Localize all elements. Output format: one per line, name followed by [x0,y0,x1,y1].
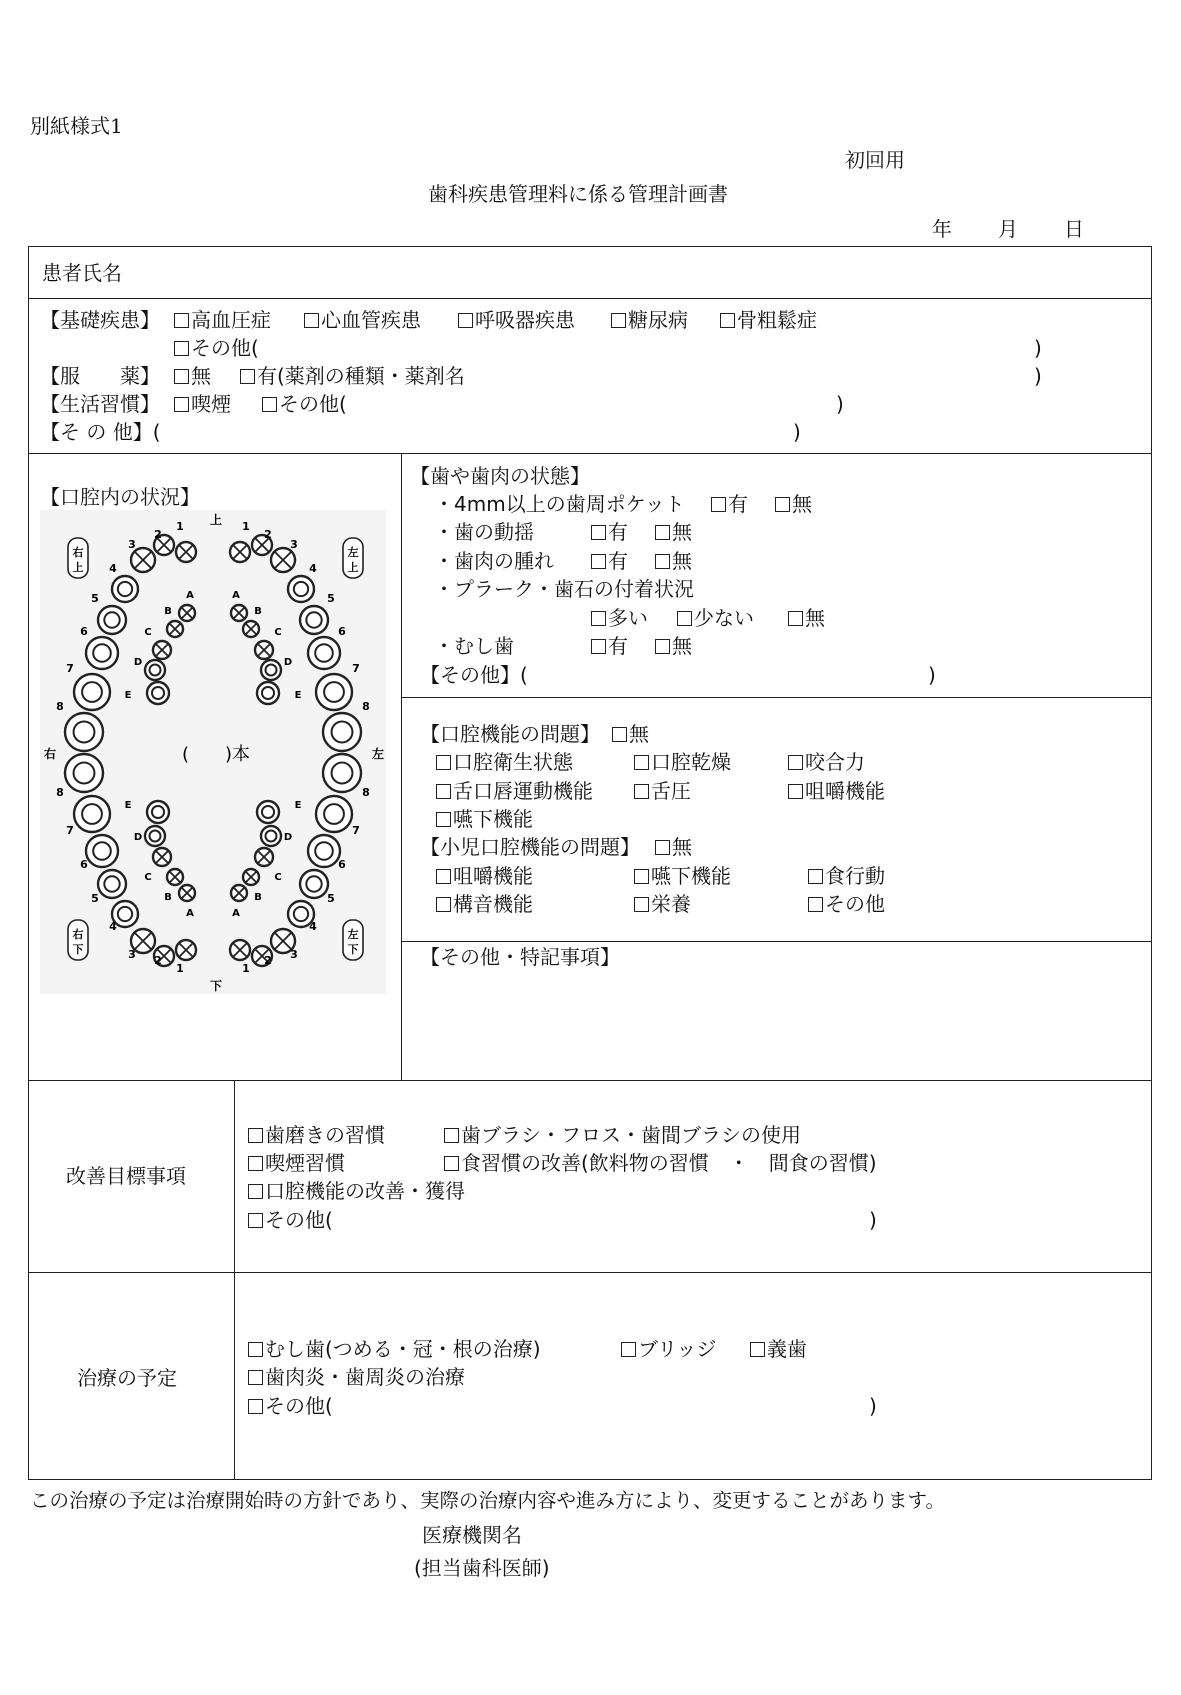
checkbox-brushing-habit[interactable]: 歯磨きの習慣 [248,1125,385,1145]
tooth-lower-left-6 [308,835,340,867]
quadrant-lower-left-bottom: 下 [347,943,359,956]
pocket-label: ・4mm以上の歯周ポケット [434,492,685,516]
primary-lower-left-E [257,801,279,823]
checkbox-cleaning-tools[interactable]: 歯ブラシ・フロス・歯間ブラシの使用 [444,1125,801,1145]
primary-lower-left-D [261,826,281,846]
checkbox-swallowing[interactable]: 嚥下機能 [436,809,533,829]
tooth-lower-right-8 [65,754,103,792]
checkbox-osteoporosis[interactable]: 骨粗鬆症 [720,310,817,330]
primary-letter-ll-B: B [254,892,262,903]
checkbox-pocket-yes[interactable]: 有 [711,494,748,514]
tooth-lower-left-5 [300,870,328,898]
checkbox-mastication[interactable]: 咀嚼機能 [788,781,885,801]
tooth-number-ll-6: 6 [338,858,346,871]
primary-letter-ll-C: C [274,872,282,883]
tooth-number-ll-2: 2 [264,954,272,967]
label-left: 左 [371,747,385,761]
label-lower: 下 [209,979,223,993]
checkbox-diabetes[interactable]: 糖尿病 [611,310,688,330]
quadrant-upper-right-top: 右 [72,546,84,559]
tooth-number-ul-1: 1 [242,520,250,533]
tooth-number-ul-4: 4 [309,562,317,575]
tooth-number-lr-2: 2 [154,954,162,967]
paren-close: ) [869,1394,877,1418]
tooth-upper-left-6 [308,637,340,669]
tooth-upper-left-5 [300,606,328,634]
tooth-lower-left-7 [316,796,352,832]
primary-letter-ul-C: C [274,627,282,638]
checkbox-bite-force[interactable]: 咬合力 [788,752,865,772]
checkbox-child-nutrition[interactable]: 栄養 [634,894,691,914]
tooth-number-ul-6: 6 [338,625,346,638]
primary-upper-right-E [147,682,169,704]
checkbox-tongue-lip-motion[interactable]: 舌口唇運動機能 [436,781,593,801]
tooth-upper-left-4 [288,576,314,602]
child-function-heading: 【小児口腔機能の問題】 [420,835,640,859]
tooth-upper-left-8 [323,713,361,751]
checkbox-plaque-few[interactable]: 少ない [677,608,754,628]
oral-function-heading: 【口腔機能の問題】 [420,722,600,746]
mobility-label: ・歯の動揺 [434,520,534,544]
checkbox-caries-yes[interactable]: 有 [591,636,628,656]
treatment-label: 治療の予定 [77,1366,177,1390]
primary-letter-ur-B: B [164,606,172,617]
first-use-label: 初回用 [845,148,905,172]
checkbox-smoking[interactable]: 喫煙 [174,394,231,414]
checkbox-swelling-yes[interactable]: 有 [591,551,628,571]
checkbox-perio-treatment[interactable]: 歯肉炎・歯周炎の治療 [248,1367,465,1387]
dentist-label: (担当歯科医師) [414,1556,550,1580]
label-upper: 上 [209,513,223,527]
primary-letter-ul-D: D [283,657,293,668]
primary-letter-lr-B: B [164,892,172,903]
primary-letter-ur-A: A [186,590,194,601]
tooth-number-ur-3: 3 [128,538,136,551]
tooth-number-ll-1: 1 [242,962,250,975]
paren-close: ) [928,663,936,687]
checkbox-tongue-pressure[interactable]: 舌圧 [634,781,691,801]
checkbox-oral-hygiene[interactable]: 口腔衛生状態 [436,752,573,772]
checkbox-disease-other[interactable]: その他( [174,338,259,358]
notes-heading: 【その他・特記事項】 [420,945,620,969]
tooth-number-lr-8: 8 [56,786,64,799]
improvement-label: 改善目標事項 [66,1164,186,1188]
checkbox-child-none[interactable]: 無 [655,837,692,857]
date-day: 日 [1064,217,1084,241]
primary-letter-ll-E: E [294,800,302,811]
quadrant-lower-right-bottom: 下 [72,943,84,956]
checkbox-hypertension[interactable]: 高血圧症 [174,310,271,330]
medication-label: 【服 薬】 [40,364,160,388]
patient-name-label: 患者氏名 [42,261,122,285]
checkbox-bridge[interactable]: ブリッジ [621,1339,716,1359]
primary-letter-ur-E: E [124,690,132,701]
primary-letter-lr-D: D [133,832,143,843]
primary-letter-ll-A: A [232,908,240,919]
primary-letter-ul-E: E [294,690,302,701]
paren-close: ) [869,1208,877,1232]
tooth-number-lr-1: 1 [176,962,184,975]
caries-label: ・むし歯 [434,634,514,658]
tooth-lower-right-5 [98,870,126,898]
institution-label: 医療機関名 [422,1523,522,1547]
primary-letter-lr-E: E [124,800,132,811]
tooth-number-lr-6: 6 [80,858,88,871]
checkbox-cardiovascular[interactable]: 心血管疾患 [304,310,421,330]
checkbox-lifestyle-other[interactable]: その他( [262,394,347,414]
tooth-number-ur-8: 8 [56,700,64,713]
primary-upper-left-E [257,682,279,704]
quadrant-upper-left-top: 左 [347,546,359,559]
tooth-lower-left-8 [323,754,361,792]
oral-status-heading: 【口腔内の状況】 [40,485,200,509]
date-year: 年 [932,217,952,241]
tooth-number-lr-3: 3 [128,948,136,961]
tooth-number-ul-7: 7 [352,662,360,675]
primary-letter-ur-C: C [144,627,152,638]
lifestyle-label: 【生活習慣】 [40,392,160,416]
checkbox-child-mastication[interactable]: 咀嚼機能 [436,866,533,886]
date-month: 月 [998,217,1018,241]
tooth-number-ur-4: 4 [109,562,117,575]
checkbox-child-eating[interactable]: 食行動 [808,866,885,886]
tooth-number-ur-7: 7 [66,662,74,675]
tooth-number-ul-5: 5 [327,592,335,605]
primary-letter-ul-A: A [232,590,240,601]
quadrant-upper-right-bottom: 上 [72,561,84,574]
paren-close: ) [1034,336,1042,360]
tooth-upper-right-5 [98,606,126,634]
checkbox-oral-function-improve[interactable]: 口腔機能の改善・獲得 [248,1181,465,1201]
tooth-number-ur-2: 2 [154,528,162,541]
primary-letter-ll-D: D [283,832,293,843]
checkbox-treatment-other[interactable]: その他( [248,1396,333,1416]
quadrant-lower-right-top: 右 [72,928,84,941]
checkbox-respiratory[interactable]: 呼吸器疾患 [458,310,575,330]
notice-text: この治療の予定は治療開始時の方針であり、実際の治療内容や進み方により、変更することがあります。 [30,1489,945,1512]
primary-letter-ul-B: B [254,606,262,617]
primary-upper-right-D [145,660,165,680]
tooth-count: ( )本 [181,744,251,765]
tooth-upper-right-6 [86,637,118,669]
checkbox-med-yes[interactable]: 有(薬剤の種類・薬剤名 [240,366,465,386]
page-title: 歯科疾患管理料に係る管理計画書 [428,182,728,206]
checkbox-swelling-no[interactable]: 無 [655,551,692,571]
tooth-number-ll-8: 8 [362,786,370,799]
checkbox-smoking-habit[interactable]: 喫煙習慣 [248,1153,345,1173]
tooth-number-ul-2: 2 [264,528,272,541]
tooth-number-ur-1: 1 [176,520,184,533]
checkbox-plaque-many[interactable]: 多い [591,608,648,628]
paren-close: ) [793,420,801,444]
checkbox-mobility-yes[interactable]: 有 [591,522,628,542]
primary-letter-ur-D: D [133,657,143,668]
checkbox-child-articulation[interactable]: 構音機能 [436,894,533,914]
tooth-upper-right-4 [112,576,138,602]
checkbox-caries-treatment[interactable]: むし歯(つめる・冠・根の治療) [248,1339,541,1359]
primary-letter-lr-C: C [144,872,152,883]
checkbox-dry-mouth[interactable]: 口腔乾燥 [634,752,731,772]
plaque-label: ・プラーク・歯石の付着状況 [434,577,694,601]
checkbox-diet-habit[interactable]: 食習慣の改善(飲料物の習慣 ・ 間食の習慣) [444,1153,877,1173]
tooth-upper-left-7 [316,674,352,710]
checkbox-improvement-other[interactable]: その他( [248,1210,333,1230]
form-number: 別紙様式1 [30,114,123,138]
tooth-number-ll-4: 4 [309,920,317,933]
checkbox-function-none[interactable]: 無 [612,724,649,744]
tooth-upper-right-7 [74,674,110,710]
checkbox-child-other[interactable]: その他 [808,894,885,914]
tooth-number-lr-5: 5 [91,892,99,905]
tooth-number-ll-3: 3 [290,948,298,961]
swelling-label: ・歯肉の腫れ [434,549,554,573]
tooth-number-lr-7: 7 [66,824,74,837]
checkbox-caries-no[interactable]: 無 [655,636,692,656]
quadrant-upper-left-bottom: 上 [347,561,359,574]
tooth-chart [40,510,386,994]
tooth-number-ur-5: 5 [91,592,99,605]
checkbox-med-none[interactable]: 無 [174,366,211,386]
notes-area[interactable] [405,975,1145,1075]
teeth-gums-heading: 【歯や歯肉の状態】 [410,464,590,488]
checkbox-plaque-none[interactable]: 無 [788,608,825,628]
tooth-number-ul-3: 3 [290,538,298,551]
checkbox-pocket-no[interactable]: 無 [775,494,812,514]
checkbox-child-swallowing[interactable]: 嚥下機能 [634,866,731,886]
quadrant-lower-left-top: 左 [347,928,359,941]
tooth-number-ll-7: 7 [352,824,360,837]
primary-lower-right-D [145,826,165,846]
history-other-label: 【そ の 他】( [40,420,161,444]
primary-upper-left-D [261,660,281,680]
tooth-number-lr-4: 4 [109,920,117,933]
tooth-upper-right-8 [65,713,103,751]
primary-letter-lr-A: A [186,908,194,919]
basic-disease-label: 【基礎疾患】 [40,308,160,332]
tooth-number-ul-8: 8 [362,700,370,713]
checkbox-mobility-no[interactable]: 無 [655,522,692,542]
teeth-other-label: 【その他】( [420,663,528,687]
paren-close: ) [1034,364,1042,388]
tooth-number-ur-6: 6 [80,625,88,638]
primary-lower-right-E [147,801,169,823]
tooth-lower-right-7 [74,796,110,832]
checkbox-denture[interactable]: 義歯 [750,1339,807,1359]
paren-close: ) [836,392,844,416]
tooth-lower-right-6 [86,835,118,867]
tooth-number-ll-5: 5 [327,892,335,905]
label-right: 右 [43,747,57,761]
